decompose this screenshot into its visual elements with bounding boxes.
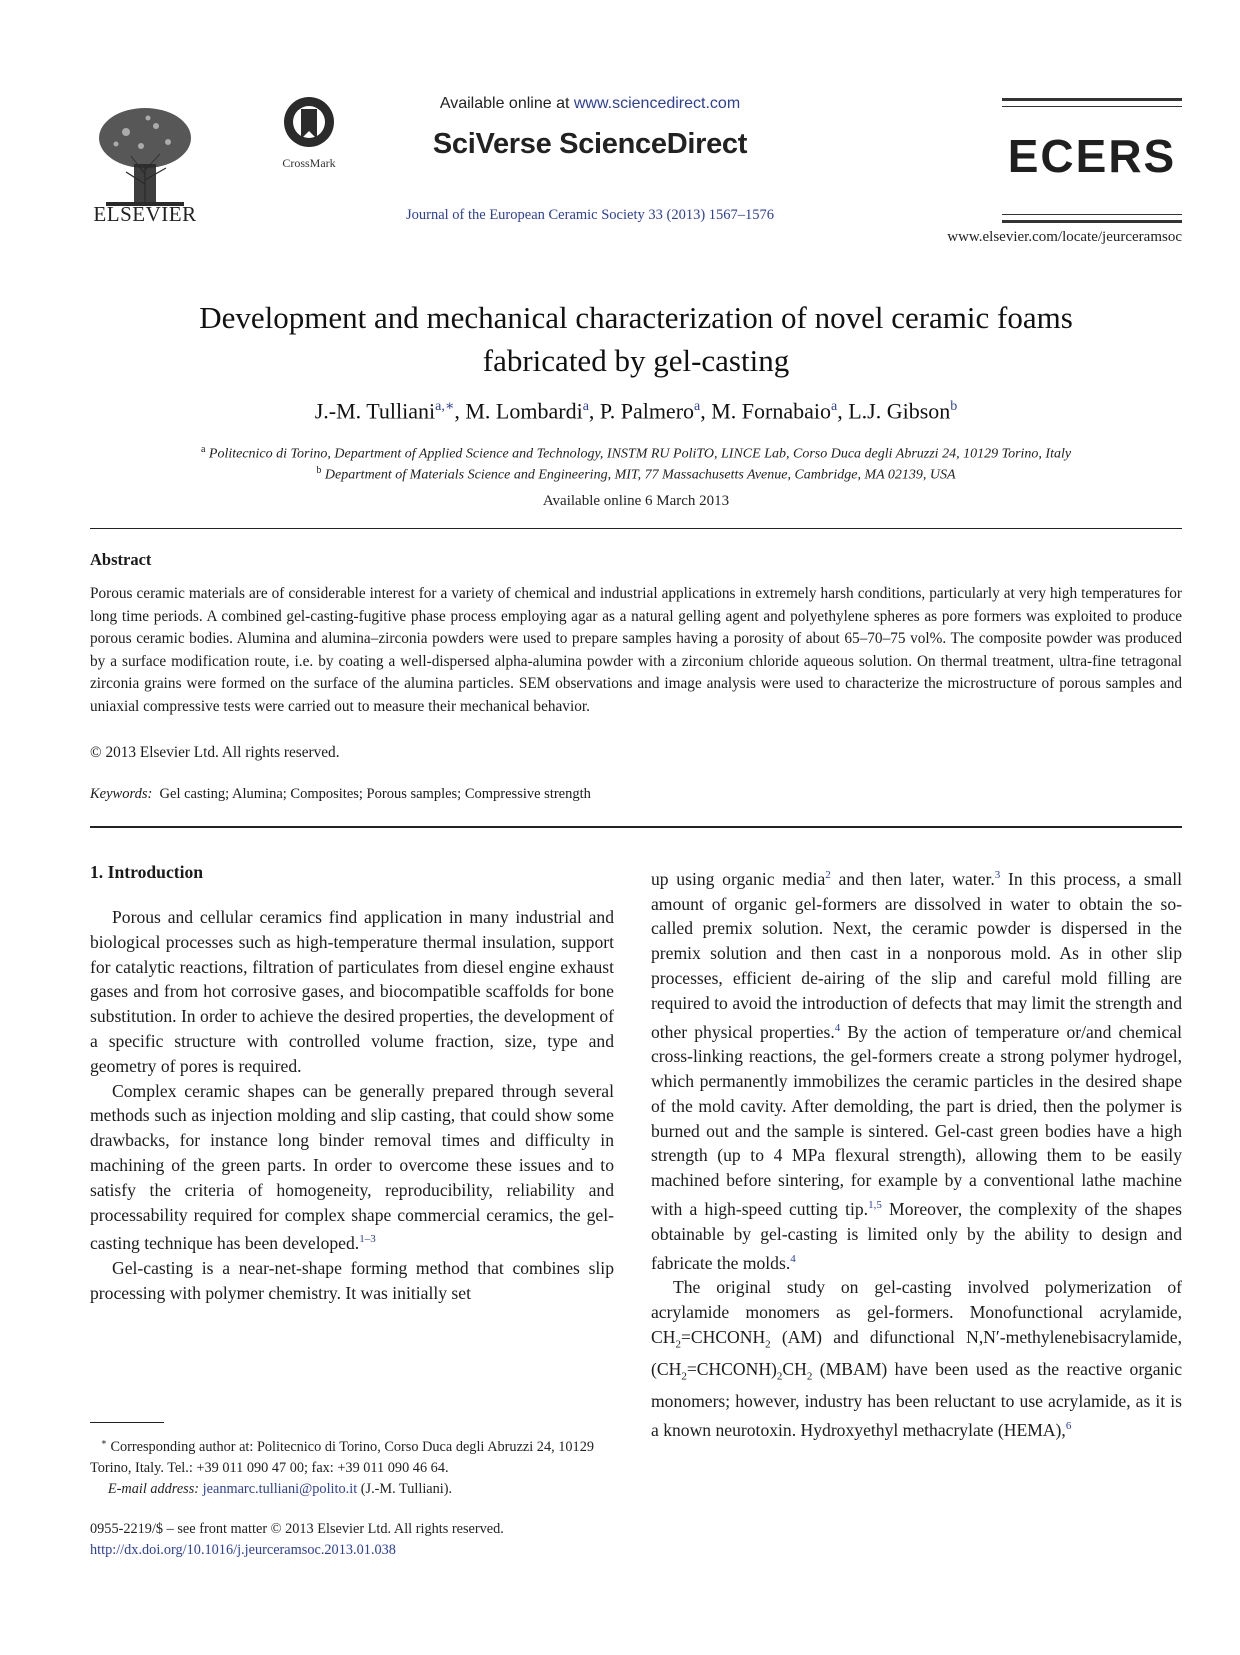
- reference-link[interactable]: 2: [825, 869, 831, 881]
- sciencedirect-link[interactable]: www.sciencedirect.com: [573, 95, 741, 112]
- journal-citation-link[interactable]: Journal of the European Ceramic Society 33 (2013) 1567–1576: [405, 207, 775, 223]
- email-suffix: (J.-M. Tulliani).: [357, 1480, 453, 1497]
- crossmark-label: CrossMark: [282, 156, 336, 170]
- abstract-copyright: © 2013 Elsevier Ltd. All rights reserved.: [90, 744, 340, 761]
- paragraph: up using organic media$^2$ and then later, water.$^3$ In this process, a small amount of organic gel-formers are dissolved in water to obtain the so-called premix solution. Next, the ceramic powder is dispersed in the premix solution and then cast in a nonporous mold. As in other slip processes, efficient de-airing of the slip and careful mold filling are required to avoid the introduction of defects that may limit the strength and other physical properties.$^4$ By the action of temperature or/and chemical cross-linking reactions, the gel-formers create a strong polymer hydrogel, which permanently immobilizes the ceramic particles in the desired shape of the mold cavity. After demolding, the part is dried, then the polymer is burned out and the sample is sintered. Gel-cast green bodies have a high strength (up to 4 MPa flexural strength), allowing them to be easily machined before sintering, for example by a conventional lathe machine with a high-speed cutting tip.$^{1,5}$ Moreover, the complexity of the shapes obtainable by gel-casting is limited only by the ability to design and fabricate the molds.$^4$: [651, 868, 1183, 1273]
- paragraph: Complex ceramic shapes can be generally prepared through several methods such as injection molding and slip casting, that could show some drawbacks, for instance long binder removal times and difficulty in machining of the green parts. In order to overcome these issues and to satisfy the criteria of homogeneity, reproducibility, reliability and processability required for complex shape commercial ceramics, the gel-casting technique has been developed.$^{1-3}$: [90, 1080, 614, 1254]
- author-affiliation-mark[interactable]: a: [694, 399, 701, 414]
- author-affiliation-mark[interactable]: a,∗: [435, 399, 455, 414]
- author-affiliation-mark[interactable]: b: [950, 399, 958, 414]
- author-name[interactable]: M. Lombardi: [465, 398, 583, 424]
- crossmark-badge[interactable]: [278, 95, 340, 171]
- divider: [90, 528, 1182, 529]
- affiliation-text: Politecnico di Torino, Department of Applied Science and Technology, INSTM RU PoliTO, LINCE Lab, Corso Duca degli Abruzzi 24, 10129 Torino, Italy: [208, 446, 1072, 462]
- doi-link[interactable]: http://dx.doi.org/10.1016/j.jeurceramsoc.2013.01.038: [90, 1542, 396, 1558]
- paragraph: Gel-casting is a near-net-shape forming method that combines slip processing with polymer chemistry. It was initially set: [90, 1258, 614, 1303]
- publisher-name: ELSEVIER: [93, 202, 197, 226]
- abstract-body: Porous ceramic materials are of considerable interest for a variety of chemical and industrial applications in extremely harsh conditions, particularly at very high temperatures for long time periods. A combined gel-casting-fugitive phase process employing agar as a natural gelling agent and polyethylene spheres as pore formers was exploited to produce porous ceramic bodies. Alumina and alumina–zirconia powders were used to prepare samples having a porosity of about 65–70–75 vol%. The composite powder was produced by a surface modification route, i.e. by coating a well-dispersed alpha-alumina powder with a zirconium chloride aqueous solution. On thermal treatment, ultra-fine tetragonal zirconia grains were formed on the surface of the alumina particles. SEM observations and image analysis were used to characterize the microstructure of porous samples and uniaxial compressive tests were carried out to measure their mechanical behavior.: [90, 585, 1182, 715]
- reference-link[interactable]: 4: [790, 1252, 796, 1265]
- keywords-label: Keywords:: [90, 786, 153, 802]
- author-name[interactable]: P. Palmero: [599, 398, 695, 424]
- title-line-1: Development and mechanical characterization of novel ceramic foams: [199, 300, 1073, 335]
- front-matter: [90, 1519, 690, 1561]
- author-email-link[interactable]: jeanmarc.tulliani@polito.it: [202, 1480, 358, 1497]
- affiliation-mark: a: [200, 444, 206, 455]
- ecers-logo-text: ECERS: [1007, 130, 1177, 180]
- footnote-rule: [90, 1422, 164, 1423]
- author-name[interactable]: J.-M. Tulliani: [314, 398, 436, 424]
- author-list: J.-M. Tulliani$^{a,∗}$, M. Lombardi$^a$, P. Palmero$^a$, M. Fornabaio$^a$, L.J. Gibson$^b$: [314, 398, 958, 424]
- abstract-heading: Abstract: [90, 550, 152, 569]
- keywords-line: [90, 786, 591, 803]
- affiliation-mark: b: [316, 465, 322, 476]
- reference-link[interactable]: 4: [834, 1021, 841, 1034]
- author-affiliation-mark[interactable]: a: [582, 399, 589, 414]
- affiliation-b: [90, 465, 1182, 484]
- available-online-date: Available online 6 March 2013: [542, 493, 730, 509]
- section-heading-introduction: 1. Introduction: [90, 862, 204, 882]
- footnote-mark: ∗: [100, 1437, 107, 1447]
- affiliation-text: Department of Materials Science and Engineering, MIT, 77 Massachusetts Avenue, Cambridge, MA 02139, USA: [324, 467, 956, 483]
- author-name[interactable]: L.J. Gibson: [848, 398, 951, 424]
- journal-homepage-link[interactable]: www.elsevier.com/locate/jeurceramsoc: [947, 229, 1182, 245]
- divider: [90, 826, 1182, 828]
- paragraph: The original study on gel-casting involved polymerization of acrylamide monomers as gel-formers. Monofunctional acrylamide, $CH_2=CHCONH_2$ (AM) and difunctional N,N′-methylenebisacrylamide, $(CH_2=CHCONH)_2CH_2$ (MBAM) have been used as the reactive organic monomers; however, industry has been reluctant to use acrylamide, as it is a known neurotoxin. Hydroxyethyl methacrylate (HEMA),$^6$: [651, 1277, 1182, 1441]
- platform-logo-text: SciVerse ScienceDirect: [432, 128, 748, 160]
- paragraph: Porous and cellular ceramics find application in many industrial and biological processes such as high-temperature thermal insulation, support for catalytic reactions, filtration of particulates from diesel engine exhaust gases and from hot corrosive gases, and biocompatible scaffolds for bone substitution. In order to achieve the desired properties, the development of a specific structure with controlled volume fraction, size, type and geometry of pores is required.: [90, 907, 614, 1076]
- left-column: [90, 905, 614, 1306]
- author-name[interactable]: M. Fornabaio: [711, 398, 832, 424]
- article-title: [90, 296, 1182, 382]
- footnote-text: Corresponding author at: Politecnico di Torino, Corso Duca degli Abruzzi 24, 10129 Torino, Italy. Tel.: +39 011 090 47 00; fax: +39 011 090 46 64.: [90, 1438, 594, 1476]
- email-label: E-mail address:: [107, 1480, 200, 1497]
- issn-line: 0955-2219/$ – see front matter © 2013 Elsevier Ltd. All rights reserved.: [90, 1521, 504, 1537]
- keywords-list: Gel casting; Alumina; Composites; Porous samples; Compressive strength: [159, 786, 591, 802]
- right-column: [651, 863, 1182, 1443]
- crossmark-icon: [282, 95, 336, 149]
- available-online-line: [380, 95, 800, 113]
- journal-logo-top-rule: [1002, 98, 1182, 107]
- available-prefix: Available online at: [439, 95, 574, 112]
- affiliation-a: [90, 444, 1182, 463]
- author-affiliation-mark[interactable]: a: [831, 399, 838, 414]
- reference-link[interactable]: 6: [1065, 1420, 1072, 1433]
- corresponding-author-footnote: [90, 1432, 614, 1500]
- reference-link[interactable]: 1–3: [359, 1233, 376, 1246]
- ecers-journal-logo: [1002, 130, 1182, 180]
- reference-link[interactable]: 3: [994, 869, 1001, 881]
- title-line-2: fabricated by gel-casting: [482, 343, 790, 378]
- reference-link[interactable]: 1,5: [868, 1199, 882, 1212]
- journal-logo-bottom-rule: [1002, 214, 1182, 223]
